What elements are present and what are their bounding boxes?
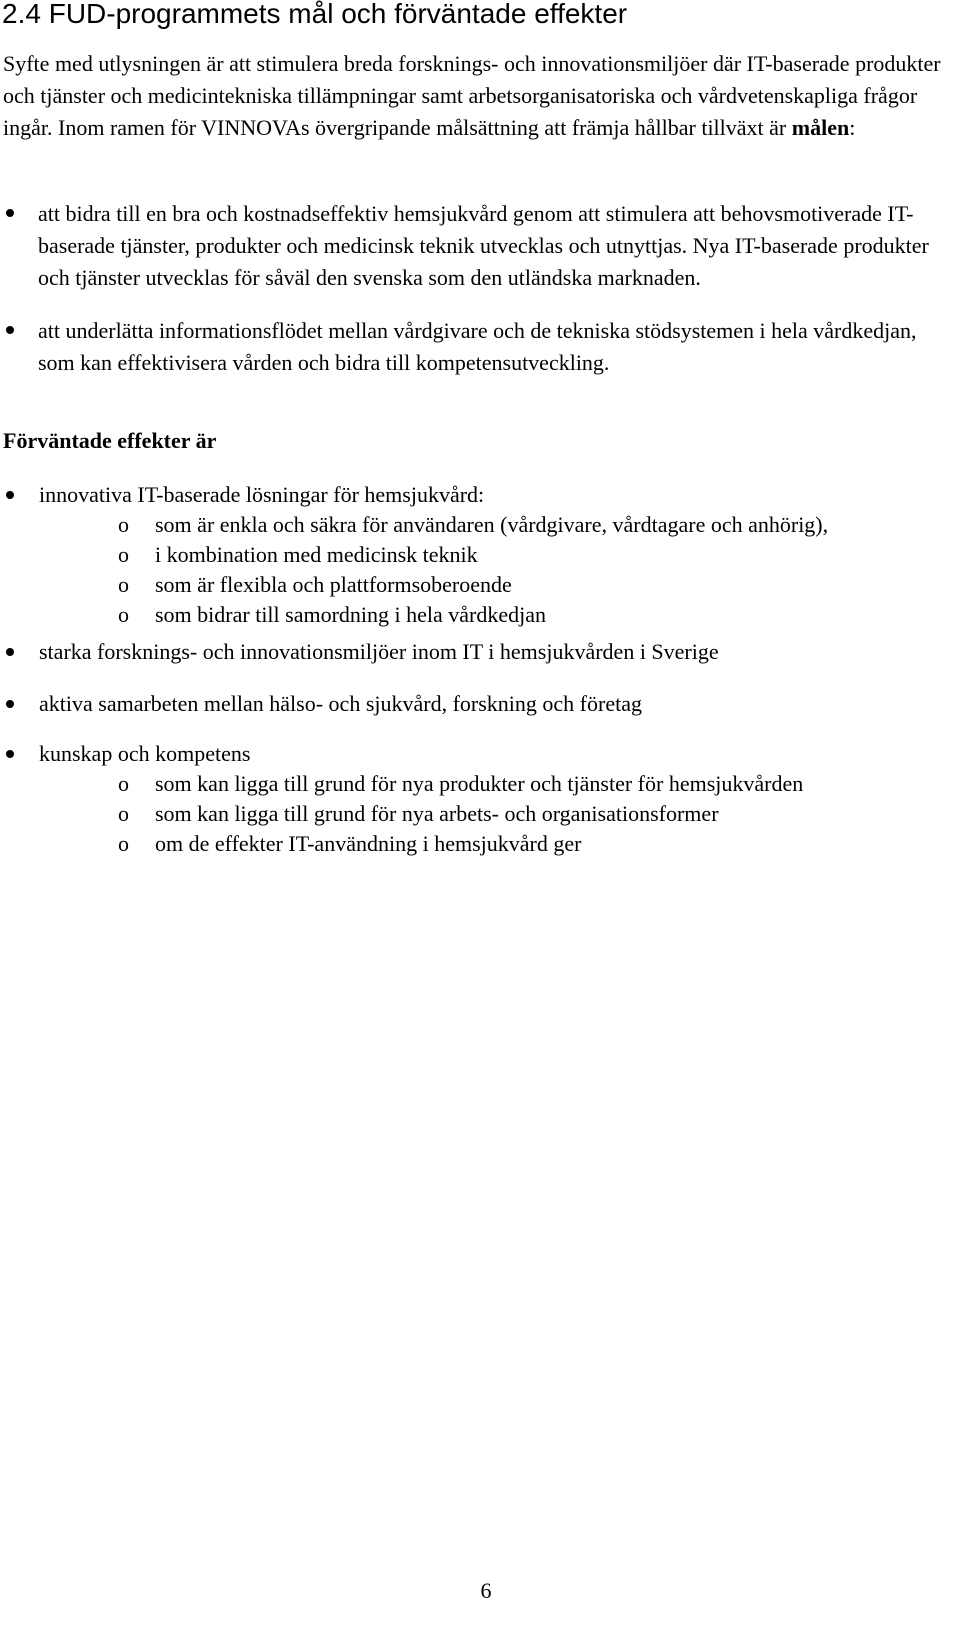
intro-colon: : [849, 115, 856, 140]
intro-paragraph [3, 48, 948, 144]
bullet-icon [6, 700, 14, 708]
sub-list-item [0, 510, 950, 540]
goals-list [0, 198, 950, 379]
list-item [0, 198, 950, 294]
effect-text: aktiva samarbeten mellan hälso- och sjukvård, forskning och företag [39, 691, 642, 716]
goal-text: att underlätta informationsflödet mellan vårdgivare och de tekniska stödsystemen i hela vårdkedjan, som kan effektivisera vården och bidra till kompetensutveckling. [38, 318, 917, 375]
circle-marker-icon: o [118, 542, 129, 567]
effects-heading: Förväntade effekter är [3, 428, 217, 453]
list-item [0, 689, 950, 719]
bullet-icon [6, 326, 14, 334]
list-item [0, 739, 950, 769]
effect-text: innovativa IT-baserade lösningar för hemsjukvård: [39, 482, 485, 507]
sub-list-item [0, 769, 950, 799]
section-number: 2.4 [2, 0, 41, 29]
circle-marker-icon: o [118, 602, 129, 627]
circle-marker-icon: o [118, 801, 129, 826]
bullet-icon [6, 491, 14, 499]
section-title: FUD-programmets mål och förväntade effekter [48, 0, 628, 29]
effect-text: kunskap och kompetens [39, 741, 251, 766]
sub-item-text: som är flexibla och plattformsoberoende [155, 572, 512, 597]
sub-list-item [0, 799, 950, 829]
sub-item-text: som är enkla och säkra för användaren (vårdgivare, vårdtagare och anhörig), [155, 512, 829, 537]
bullet-icon [6, 209, 14, 217]
sub-list-item [0, 570, 950, 600]
intro-bold-term: målen [791, 115, 850, 140]
circle-marker-icon: o [118, 771, 129, 796]
sub-item-text: om de effekter IT-användning i hemsjukvård ger [155, 831, 582, 856]
circle-marker-icon: o [118, 572, 129, 597]
sub-list [0, 769, 950, 859]
bullet-icon [6, 750, 14, 758]
intro-rest: Inom ramen för VINNOVAs övergripande målsättning att främja hållbar tillväxt är [58, 115, 787, 140]
intro-lead: Syfte med utlysningen är att stimulera breda forsknings- och innovationsmiljöer där IT-baserade produkter och tjänster och medicintekniska tillämpningar samt arbetsorganisatoriska och vårdvetenskapliga frågor ingår. [3, 51, 941, 140]
effects-list [0, 480, 950, 859]
list-item [0, 315, 950, 379]
sub-item-text: som kan ligga till grund för nya produkter och tjänster för hemsjukvården [155, 771, 804, 796]
sub-list-item [0, 540, 950, 570]
sub-item-text: som kan ligga till grund för nya arbets- och organisationsformer [155, 801, 719, 826]
circle-marker-icon: o [118, 512, 129, 537]
list-item [0, 480, 950, 510]
sub-list-item [0, 600, 950, 630]
sub-item-text: som bidrar till samordning i hela vårdkedjan [155, 602, 547, 627]
section-heading [2, 0, 627, 30]
list-item [0, 637, 950, 667]
goal-text: att bidra till en bra och kostnadseffektiv hemsjukvård genom att stimulera att behovsmotiverade IT-baserade tjänster, produkter och medicinsk teknik utvecklas och utnyttjas. Nya IT-baserade produkter och tjänster utvecklas för såväl den svenska som den utländska marknaden. [38, 201, 929, 290]
bullet-icon [6, 648, 14, 656]
effect-text: starka forsknings- och innovationsmiljöer inom IT i hemsjukvården i Sverige [39, 639, 719, 664]
sub-list [0, 510, 950, 630]
sub-list-item [0, 829, 950, 859]
page-number: 6 [480, 1578, 492, 1603]
circle-marker-icon: o [118, 831, 129, 856]
sub-item-text: i kombination med medicinsk teknik [155, 542, 478, 567]
